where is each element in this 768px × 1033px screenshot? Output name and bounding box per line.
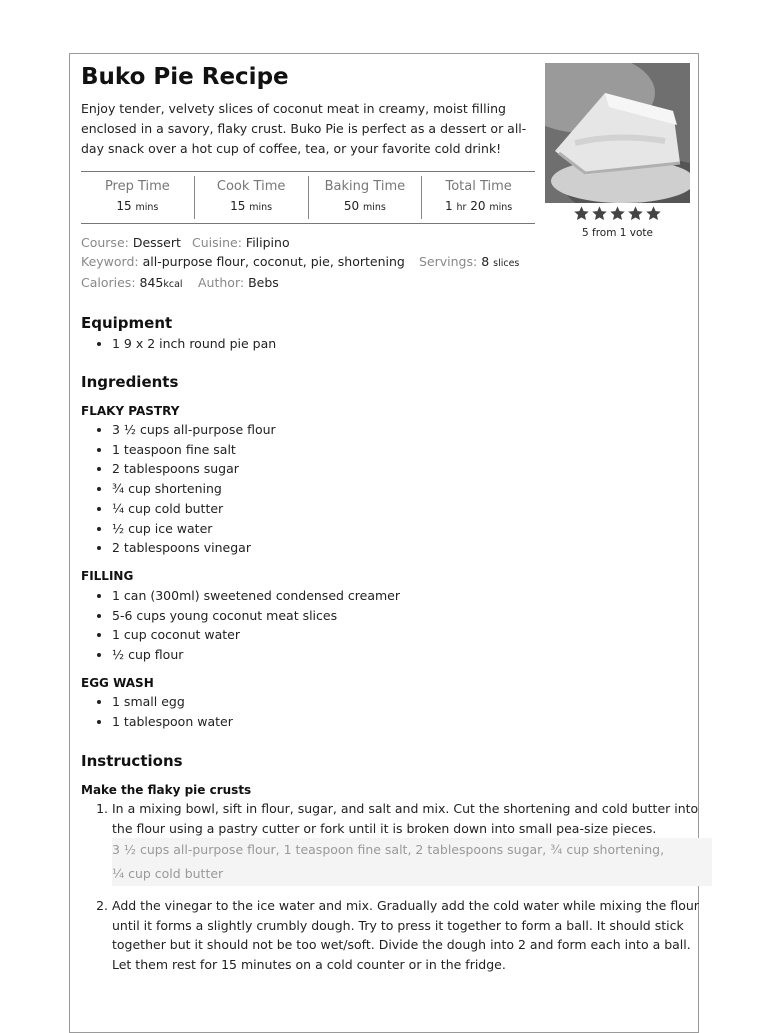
step-text: Add the vinegar to the ice water and mix. Gradually add the cold water while mixing the flour until it forms a slightly crumbly dough. Try to press it together to form a ball. It should stick together but it should not be too wet/soft. Divide the dough into 2 and form each into a ball. Let them rest for 15 minutes on a cold counter or in the fridge. (112, 898, 699, 972)
step-ingredients: ¼ cup cold butter (112, 862, 712, 886)
time-number: 15 (116, 199, 132, 213)
recipe-times (81, 171, 535, 224)
rating-stars[interactable] (545, 205, 690, 223)
list-item: • 3 ½ cups all-purpose flour (112, 420, 276, 440)
servings-label: Servings: (419, 254, 478, 269)
baking-time (308, 176, 422, 219)
ingredient-list (96, 420, 276, 558)
time-value (81, 199, 194, 213)
servings-unit: slices (493, 258, 520, 269)
recipe-title: Buko Pie Recipe (81, 64, 289, 90)
list-item: • ½ cup flour (112, 645, 400, 665)
instruction-step (112, 896, 712, 974)
time-number: 15 (230, 199, 246, 213)
keyword-value: all-purpose flour, coconut, pie, shortening (142, 254, 405, 269)
ingredients-heading: Ingredients (81, 373, 179, 391)
calories-label: Calories: (81, 275, 136, 290)
star-icon[interactable] (627, 205, 644, 222)
time-number-2: 20 (470, 199, 486, 213)
instruction-steps (92, 799, 712, 975)
list-item: • ½ cup ice water (112, 519, 276, 539)
step-ingredients: 3 ½ cups all-purpose flour, 1 teaspoon fine salt, 2 tablespoons sugar, ¾ cup shortening, (112, 838, 712, 862)
cook-time (194, 176, 308, 219)
time-unit: hr (456, 202, 467, 213)
time-number: 50 (343, 199, 360, 213)
list-item: • 1 9 x 2 inch round pie pan (112, 334, 276, 354)
star-icon[interactable] (609, 205, 626, 222)
step-text: In a mixing bowl, sift in flour, sugar, and salt and mix. Cut the shortening and cold butter into the flour using a pastry cutter or fork until it is broken down into small pea-size pieces. (112, 801, 699, 836)
recipe-summary: Enjoy tender, velvety slices of coconut meat in creamy, moist filling enclosed in a savory, flaky crust. Buko Pie is perfect as a dessert or all-day snack over a hot cup of coffee, tea, or your favorite cold drink! (81, 101, 527, 156)
pie-slice-photo-icon (545, 63, 690, 203)
ingredient-group-title: FLAKY PASTRY (81, 404, 180, 418)
list-item: • ¼ cup cold butter (112, 499, 276, 519)
list-item: • ¾ cup shortening (112, 479, 276, 499)
calories-value: 845 (139, 275, 164, 290)
keyword-label: Keyword: (81, 254, 139, 269)
ingredient-list (96, 586, 400, 665)
star-icon[interactable] (645, 205, 662, 222)
time-unit: mins (135, 202, 159, 213)
calories-unit: kcal (163, 279, 183, 290)
list-item: • 1 teaspoon fine salt (112, 440, 276, 460)
time-unit: mins (249, 202, 273, 213)
list-item: • 1 small egg (112, 692, 233, 712)
equipment-list (96, 334, 276, 354)
keyword-meta (81, 254, 405, 269)
servings-meta (419, 254, 519, 269)
time-unit-2: mins (489, 202, 513, 213)
author-meta (198, 275, 279, 290)
course-meta (81, 235, 181, 250)
time-number: 1 (445, 199, 453, 213)
course-label: Course: (81, 235, 129, 250)
time-label: Total Time (445, 179, 512, 194)
list-item: • 1 cup coconut water (112, 625, 400, 645)
ingredient-group-title: FILLING (81, 569, 134, 583)
rating-text: 5 from 1 vote (581, 227, 654, 239)
star-icon[interactable] (591, 205, 608, 222)
star-icon[interactable] (573, 205, 590, 222)
recipe-photo[interactable] (545, 63, 690, 203)
list-item: • 1 can (300ml) sweetened condensed creamer (112, 586, 400, 606)
instruction-step (112, 799, 712, 886)
total-time (421, 176, 535, 219)
list-item: • 2 tablespoons vinegar (112, 538, 276, 558)
instruction-group-title: Make the flaky pie crusts (81, 783, 252, 797)
time-label: Baking Time (324, 179, 406, 194)
ingredient-list (96, 692, 233, 731)
author-label: Author: (198, 275, 245, 290)
list-item: • 5-6 cups young coconut meat slices (112, 606, 400, 626)
time-value (422, 199, 535, 213)
time-label: Prep Time (104, 179, 170, 194)
time-label: Cook Time (216, 179, 286, 194)
list-item: • 2 tablespoons sugar (112, 459, 276, 479)
instructions-heading: Instructions (81, 752, 183, 770)
ingredient-group-title: EGG WASH (81, 676, 154, 690)
list-item: • 1 tablespoon water (112, 712, 233, 732)
course-value: Dessert (132, 235, 181, 250)
time-value (309, 199, 422, 213)
servings-value: 8 (481, 254, 490, 269)
cuisine-value: Filipino (245, 235, 290, 250)
cuisine-label: Cuisine: (192, 235, 242, 250)
calories-meta (81, 275, 183, 290)
equipment-heading: Equipment (81, 314, 173, 332)
time-value (195, 199, 308, 213)
cuisine-meta (192, 235, 290, 250)
time-unit: mins (362, 202, 386, 213)
prep-time (81, 176, 194, 219)
rating-widget (545, 205, 690, 239)
author-value: Bebs (248, 275, 279, 290)
